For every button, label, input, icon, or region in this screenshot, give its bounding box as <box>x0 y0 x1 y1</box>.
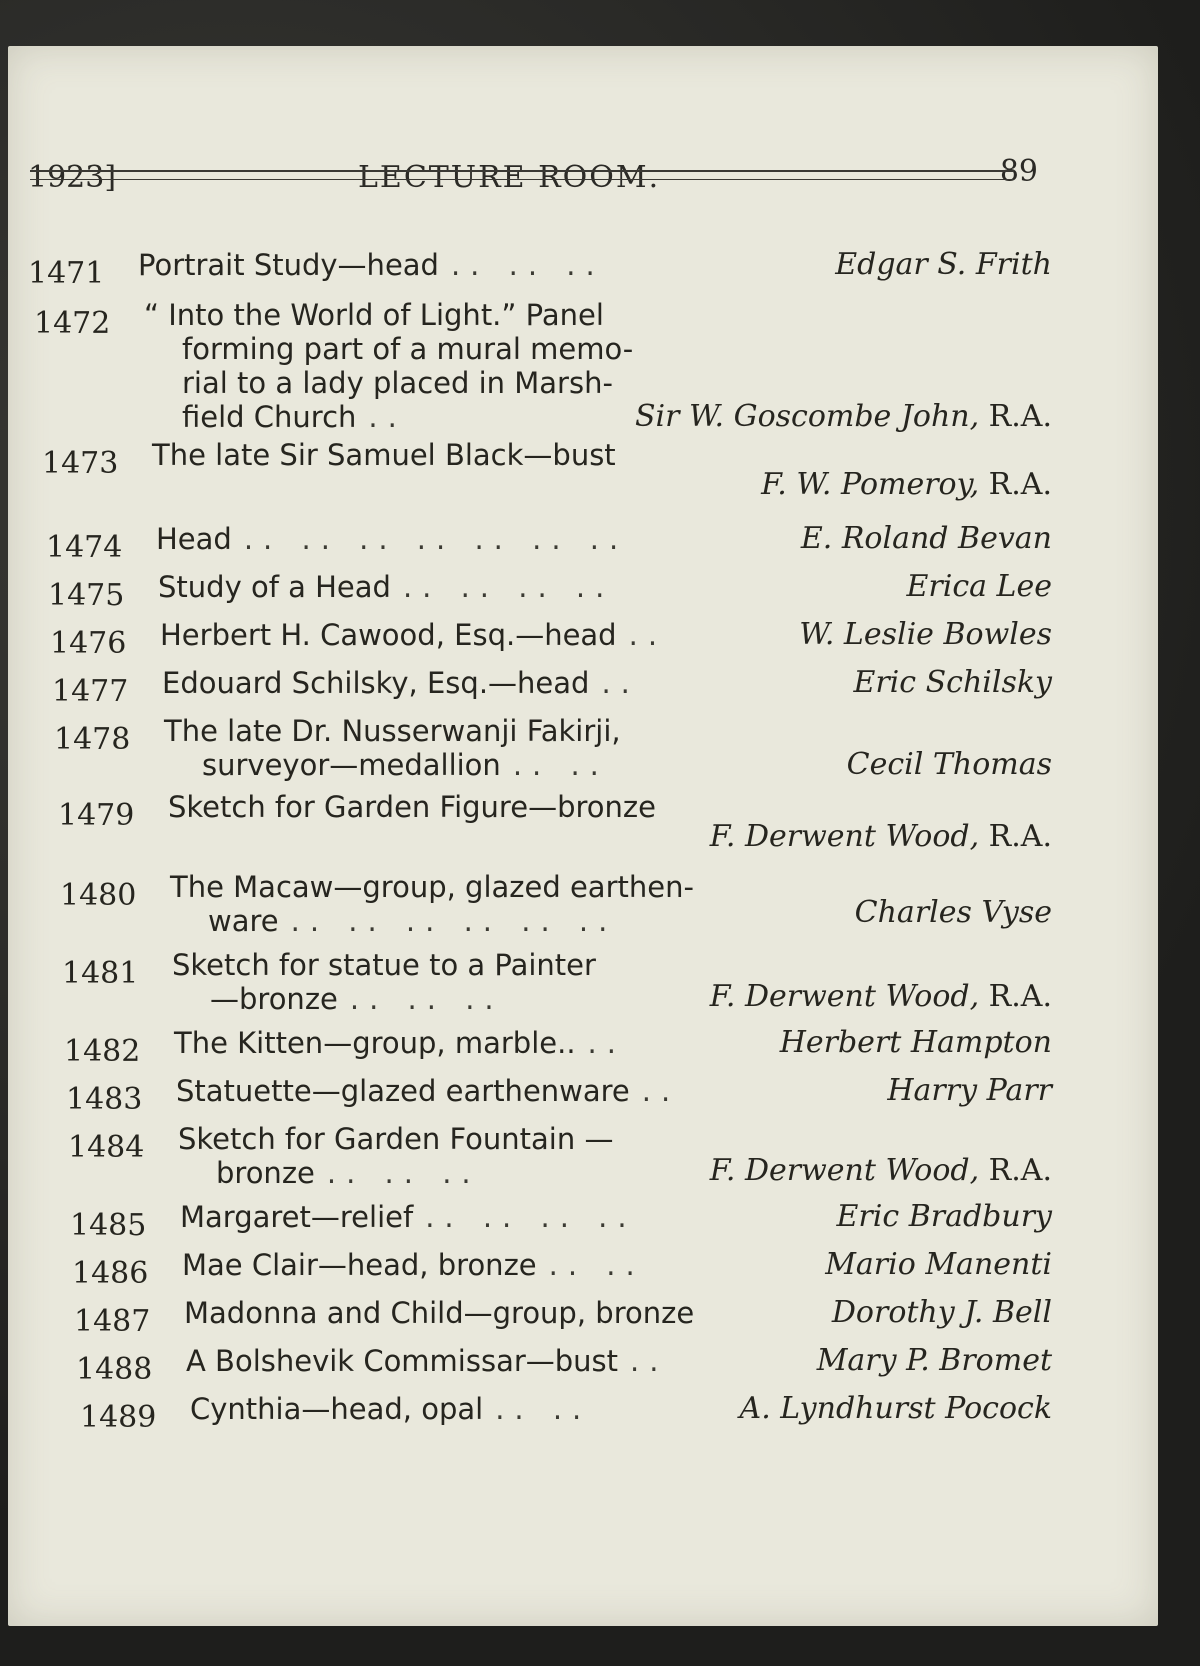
entry-body <box>158 570 1052 604</box>
artist-name <box>853 666 1052 700</box>
academy-suffix: R.A. <box>988 1153 1052 1188</box>
entry-body <box>182 1248 1052 1282</box>
artist-name-text: W. Leslie Bowles <box>799 617 1052 652</box>
dot-leaders: .. .. .. <box>326 1156 481 1190</box>
academy-suffix: R.A. <box>988 399 1052 434</box>
artist-name-text: F. Derwent Wood, <box>709 1153 980 1188</box>
entry-title: Herbert H. Cawood, Esq.—head <box>160 618 617 652</box>
entry-number: 1487 <box>74 1304 151 1339</box>
entry-title: Cynthia—head, opal <box>190 1392 484 1426</box>
catalogue-entry <box>66 1074 1052 1117</box>
dot-leaders: .. <box>628 618 668 652</box>
dot-leaders: .. <box>601 666 640 700</box>
entry-number: 1489 <box>80 1400 157 1435</box>
year-mark: 1923] <box>28 160 117 195</box>
entry-body <box>138 248 1052 282</box>
entry-body <box>164 714 1052 782</box>
artist-name <box>835 248 1052 282</box>
artist-name <box>887 1074 1052 1108</box>
entry-body <box>168 790 1052 854</box>
entry-body <box>160 618 1052 652</box>
dot-leaders: .. .. .. .. <box>402 570 615 604</box>
artist-name <box>635 400 1052 434</box>
entry-title: The Macaw—group, glazed earthen- <box>170 870 694 904</box>
artist-name <box>710 980 1052 1014</box>
entry-body <box>156 522 1052 556</box>
artist-name <box>801 522 1052 556</box>
entry-title: Sketch for Garden Figure—bronze <box>168 790 656 824</box>
artist-name-text: A. Lyndhurst Pocock <box>739 1391 1052 1426</box>
dot-leaders: .. .. .. .. .. .. .. <box>243 522 629 556</box>
catalogue-entry <box>80 1392 1052 1435</box>
entry-title: Mae Clair—head, bronze <box>182 1248 537 1282</box>
entry-body <box>174 1026 1052 1060</box>
artist-name-text: F. W. Pomeroy, <box>761 467 980 502</box>
entry-number: 1481 <box>62 956 139 991</box>
dot-leaders: .. .. <box>548 1248 645 1282</box>
running-head <box>28 120 1038 195</box>
dot-leaders: .. .. .. .. .. .. <box>290 904 618 938</box>
catalogue-entry <box>28 248 1052 291</box>
artist-name <box>761 468 1052 502</box>
catalogue-entry <box>68 1122 1052 1190</box>
artist-name <box>855 896 1052 930</box>
entry-title-continuation: rial to a lady placed in Marsh- <box>182 366 613 400</box>
academy-suffix: R.A. <box>988 819 1052 854</box>
entry-number: 1473 <box>42 446 119 481</box>
entry-number: 1479 <box>58 798 135 833</box>
artist-name-text: Mario Manenti <box>825 1247 1052 1282</box>
dot-leaders: .. <box>368 400 407 434</box>
catalogue-entry <box>50 618 1052 661</box>
entry-title-continuation: bronze <box>216 1156 315 1190</box>
entry-number: 1472 <box>34 306 111 341</box>
artist-name-text: Eric Schilsky <box>853 665 1052 700</box>
entry-number: 1477 <box>52 674 129 709</box>
entry-body <box>184 1296 1052 1330</box>
artist-name <box>740 1392 1052 1426</box>
catalogue-entry <box>62 948 1052 1016</box>
entry-number: 1476 <box>50 626 127 661</box>
entry-number: 1483 <box>66 1082 143 1117</box>
entry-title: “ Into the World of Light.” Panel <box>144 298 604 332</box>
entry-title-continuation: ware <box>208 904 279 938</box>
artist-name-text: Edgar S. Frith <box>835 247 1052 282</box>
entry-body <box>186 1344 1052 1378</box>
entry-title-continuation: forming part of a mural memo- <box>182 332 634 366</box>
catalogue-entry <box>76 1344 1052 1387</box>
entry-number: 1482 <box>64 1034 141 1069</box>
entry-body <box>144 298 1052 434</box>
entry-title: The Kitten—group, marble.. <box>174 1026 576 1060</box>
entry-title: Sketch for statue to a Painter <box>172 948 596 982</box>
artist-name-text: Sir W. Goscombe John, <box>634 399 980 434</box>
entry-number: 1480 <box>60 878 137 913</box>
entry-number: 1484 <box>68 1130 145 1165</box>
catalogue-entry <box>74 1296 1052 1339</box>
entry-body <box>152 438 1052 502</box>
page-number: 89 <box>999 154 1038 189</box>
catalogue-entry <box>60 870 1052 938</box>
dot-leaders: .. .. .. <box>349 982 504 1016</box>
entry-title: A Bolshevik Commissar—bust <box>186 1344 619 1378</box>
artist-name-text: Herbert Hampton <box>779 1025 1052 1060</box>
artist-name <box>710 1154 1052 1188</box>
entry-title: Statuette—glazed earthenware <box>176 1074 630 1108</box>
entry-number: 1471 <box>28 256 105 291</box>
entry-title: The late Dr. Nusserwanji Fakirji, <box>164 714 621 748</box>
dot-leaders: .. <box>630 1344 669 1378</box>
entry-body <box>162 666 1052 700</box>
entry-body <box>178 1122 1052 1190</box>
artist-name-text: Mary P. Bromet <box>816 1343 1052 1378</box>
entry-body <box>180 1200 1052 1234</box>
artist-name-text: Harry Parr <box>887 1073 1052 1108</box>
catalogue-entry <box>58 790 1052 854</box>
dot-leaders: .. .. <box>495 1392 592 1426</box>
entry-number: 1485 <box>70 1208 147 1243</box>
artist-name-text: E. Roland Bevan <box>800 521 1052 556</box>
entry-title: Head <box>156 522 232 556</box>
entry-title: Sketch for Garden Fountain — <box>178 1122 614 1156</box>
artist-name <box>847 748 1052 782</box>
catalogue-entry <box>70 1200 1052 1243</box>
entry-body <box>176 1074 1052 1108</box>
artist-name-text: F. Derwent Wood, <box>709 819 980 854</box>
catalogue-entry <box>64 1026 1052 1069</box>
artist-name <box>799 618 1052 652</box>
dot-leaders: .. .. <box>512 748 609 782</box>
artist-name <box>907 570 1053 604</box>
artist-name-text: Cecil Thomas <box>846 747 1052 782</box>
entry-title: Portrait Study—head <box>138 248 439 282</box>
entry-title: Madonna and Child—group, bronze <box>184 1296 695 1330</box>
artist-name <box>825 1248 1052 1282</box>
entry-number: 1486 <box>72 1256 149 1291</box>
dot-leaders: .. <box>587 1026 626 1060</box>
academy-suffix: R.A. <box>988 467 1052 502</box>
entry-number: 1474 <box>46 530 123 565</box>
artist-name <box>780 1026 1052 1060</box>
catalogue-entry <box>52 666 1052 709</box>
entry-title-continuation: —bronze <box>210 982 338 1016</box>
entry-title: Edouard Schilsky, Esq.—head <box>162 666 590 700</box>
entry-body <box>172 948 1052 1016</box>
artist-name-text: Charles Vyse <box>854 895 1052 930</box>
catalogue-entry <box>48 570 1052 613</box>
header-rule <box>30 170 1014 180</box>
artist-name <box>710 820 1052 854</box>
artist-name <box>832 1296 1052 1330</box>
entry-title-continuation: field Church <box>182 400 357 434</box>
entry-number: 1478 <box>54 722 131 757</box>
entry-title: The late Sir Samuel Black—bust <box>152 438 616 472</box>
dot-leaders: .. .. .. .. <box>425 1200 637 1234</box>
artist-name-text: F. Derwent Wood, <box>709 979 980 1014</box>
catalogue-entry <box>34 298 1052 434</box>
entry-title: Study of a Head <box>158 570 391 604</box>
dot-leaders: .. .. .. <box>450 248 605 282</box>
artist-name-text: Erica Lee <box>906 569 1052 604</box>
entry-title-continuation: surveyor—medallion <box>202 748 501 782</box>
entry-number: 1475 <box>48 578 125 613</box>
dot-leaders: .. <box>641 1074 681 1108</box>
entry-body <box>190 1392 1052 1426</box>
catalogue-page <box>8 46 1158 1626</box>
artist-name-text: Eric Bradbury <box>836 1199 1052 1234</box>
artist-name <box>817 1344 1052 1378</box>
entry-number: 1488 <box>76 1352 153 1387</box>
catalogue-entry <box>54 714 1052 782</box>
catalogue-entry <box>46 522 1052 565</box>
entry-body <box>170 870 1052 938</box>
entry-title: Margaret—relief <box>180 1200 414 1234</box>
catalogue-entry <box>42 438 1052 502</box>
section-title: LECTURE ROOM. <box>358 160 661 195</box>
artist-name <box>837 1200 1052 1234</box>
catalogue-entry <box>72 1248 1052 1291</box>
academy-suffix: R.A. <box>988 979 1052 1014</box>
artist-name-text: Dorothy J. Bell <box>831 1295 1052 1330</box>
